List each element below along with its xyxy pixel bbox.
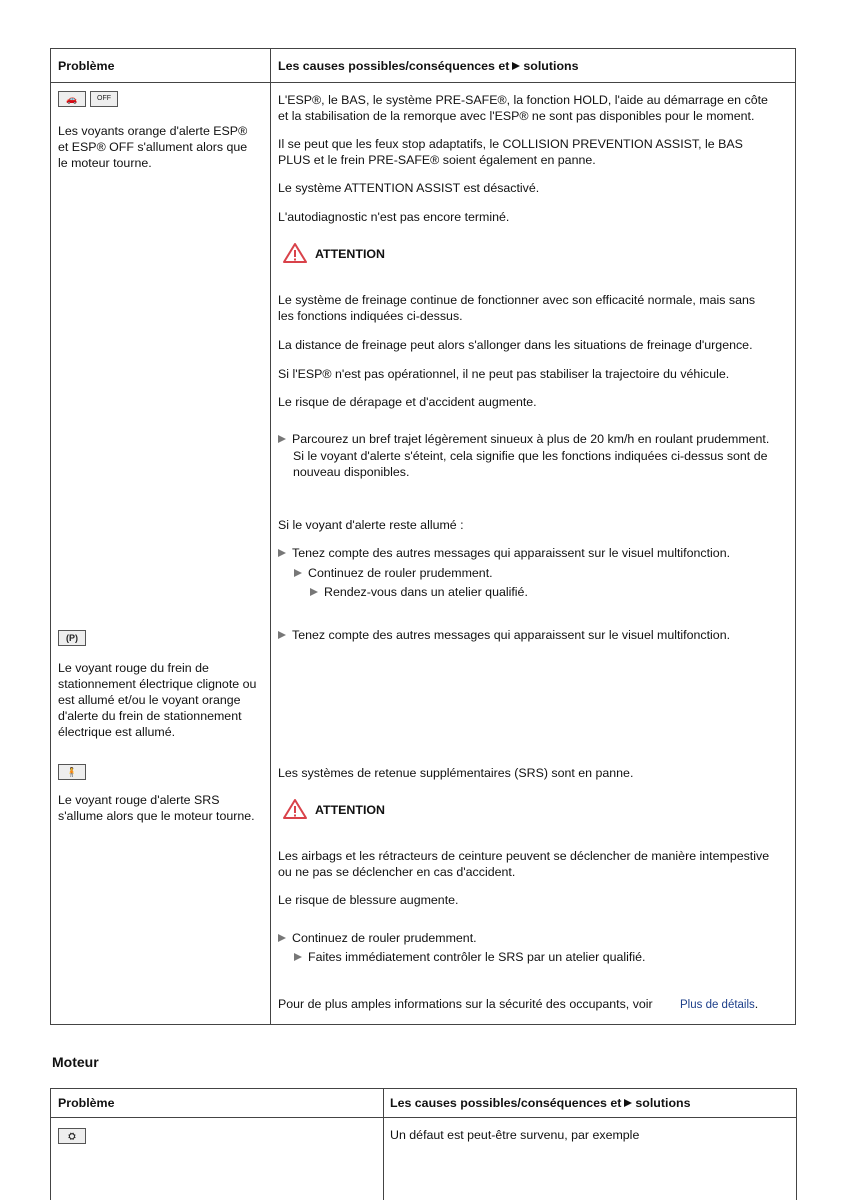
header-divider [50, 1117, 796, 1118]
header-problem: Problème [58, 1096, 115, 1110]
step-arrow-icon [310, 588, 318, 596]
problem-park-1: Le voyant rouge du frein de [58, 661, 209, 675]
esp-p5-2: les fonctions indiquées ci-dessus. [278, 309, 463, 323]
esp-p1-1: L'ESP®, le BAS, le système PRE-SAFE®, la fonction HOLD, l'aide au démarrage en côte [278, 93, 768, 107]
arrow-icon [624, 1099, 632, 1107]
step-arrow-icon [278, 631, 286, 639]
warning-triangle-icon [282, 242, 308, 264]
esp-p9: Si le voyant d'alerte reste allumé : [278, 518, 464, 532]
esp-p3: Le système ATTENTION ASSIST est désactivé. [278, 181, 540, 195]
step-arrow-icon [294, 953, 302, 961]
srs-airbag-icon: 🧍 [58, 764, 86, 780]
arrow-icon [512, 62, 520, 70]
section-title: Moteur [52, 1054, 99, 1070]
srs-step1 [278, 930, 477, 946]
header-causes-text: Les causes possibles/conséquences et [278, 59, 510, 73]
warning-triangle-icon [282, 798, 308, 820]
more-details [680, 996, 758, 1013]
step-text: Tenez compte des autres messages qui apparaissent sur le visuel multifonction. [292, 546, 731, 560]
esp-step1-2: Si le voyant d'alerte s'éteint, cela signifie que les fonctions indiquées ci-dessus sont de [293, 449, 768, 463]
esp-off-icon: OFF [90, 91, 118, 107]
attention-label: ATTENTION [315, 247, 385, 261]
problem-esp-1: Les voyants orange d'alerte ESP® [58, 124, 248, 138]
problem-park-3: est allumé et/ou le voyant orange [58, 693, 241, 707]
column-divider [270, 48, 271, 1024]
srs-p3: Le risque de blessure augmente. [278, 893, 459, 907]
problem-park-4: d'alerte du frein de stationnement [58, 709, 242, 723]
esp-p2-2: PLUS et le frein PRE-SAFE® soient également en panne. [278, 153, 596, 167]
column-divider [383, 1088, 384, 1200]
step-text: Faites immédiatement contrôler le SRS par un atelier qualifié. [308, 950, 646, 964]
esp-warning-icon: 🚗 [58, 91, 86, 107]
problem-esp-3: le moteur tourne. [58, 156, 152, 170]
problem-esp-2: et ESP® OFF s'allument alors que [58, 140, 248, 154]
engine-text: Un défaut est peut-être survenu, par exemple [390, 1128, 640, 1142]
park-step1 [278, 627, 730, 643]
esp-p5-1: Le système de freinage continue de fonctionner avec son efficacité normale, mais sans [278, 293, 756, 307]
srs-p2-1: Les airbags et les rétracteurs de ceinture peuvent se déclencher de manière intempestive [278, 849, 770, 863]
header-causes [278, 58, 578, 74]
engine-check-icon: ⛭ [58, 1128, 86, 1144]
attention-label: ATTENTION [315, 803, 385, 817]
step-arrow-icon [294, 569, 302, 577]
srs-p1: Les systèmes de retenue supplémentaires (SRS) sont en panne. [278, 766, 634, 780]
esp-p2-1: Il se peut que les feux stop adaptatifs, le COLLISION PREVENTION ASSIST, le BAS [278, 137, 743, 151]
header-solutions-text: solutions [523, 59, 579, 73]
esp-p6: La distance de freinage peut alors s'allonger dans les situations de freinage d'urgence. [278, 338, 753, 352]
problem-srs-1: Le voyant rouge d'alerte SRS [58, 793, 220, 807]
esp-step1-1 [278, 431, 769, 447]
esp-step2 [278, 545, 730, 561]
header-problem: Problème [58, 59, 115, 73]
step-arrow-icon [278, 435, 286, 443]
esp-p8: Le risque de dérapage et d'accident augmente. [278, 395, 537, 409]
esp-step4 [310, 584, 528, 600]
step-text: Parcourez un bref trajet légèrement sinueux à plus de 20 km/h en roulant prudemment. [292, 432, 770, 446]
parking-brake-icon: (P) [58, 630, 86, 646]
esp-p4: L'autodiagnostic n'est pas encore terminé. [278, 210, 510, 224]
problem-srs-2: s'allume alors que le moteur tourne. [58, 809, 255, 823]
header-causes-text: Les causes possibles/conséquences et [390, 1096, 622, 1110]
period: . [754, 997, 759, 1011]
step-text: Rendez-vous dans un atelier qualifié. [324, 585, 528, 599]
step-text: Continuez de rouler prudemment. [308, 566, 493, 580]
problem-park-5: électrique est allumé. [58, 725, 176, 739]
esp-p1-2: et la stabilisation de la remorque avec l'ESP® ne sont pas disponibles pour le moment. [278, 109, 755, 123]
srs-p2-2: ou ne pas se déclencher en cas d'accident. [278, 865, 516, 879]
step-arrow-icon [278, 549, 286, 557]
esp-step1-3: nouveau disponibles. [293, 465, 410, 479]
more-details-link[interactable]: Plus de détails [680, 999, 755, 1011]
header-divider [50, 82, 795, 83]
header-causes [390, 1095, 690, 1111]
step-arrow-icon [278, 934, 286, 942]
esp-p7: Si l'ESP® n'est pas opérationnel, il ne peut pas stabiliser la trajectoire du véhicule. [278, 367, 730, 381]
problem-park-2: stationnement électrique clignote ou [58, 677, 257, 691]
step-text: Continuez de rouler prudemment. [292, 931, 477, 945]
step-text: Tenez compte des autres messages qui apparaissent sur le visuel multifonction. [292, 628, 731, 642]
esp-step3 [294, 565, 493, 581]
srs-step2 [294, 949, 645, 965]
srs-p4: Pour de plus amples informations sur la sécurité des occupants, voir [278, 997, 653, 1011]
header-solutions-text: solutions [635, 1096, 691, 1110]
